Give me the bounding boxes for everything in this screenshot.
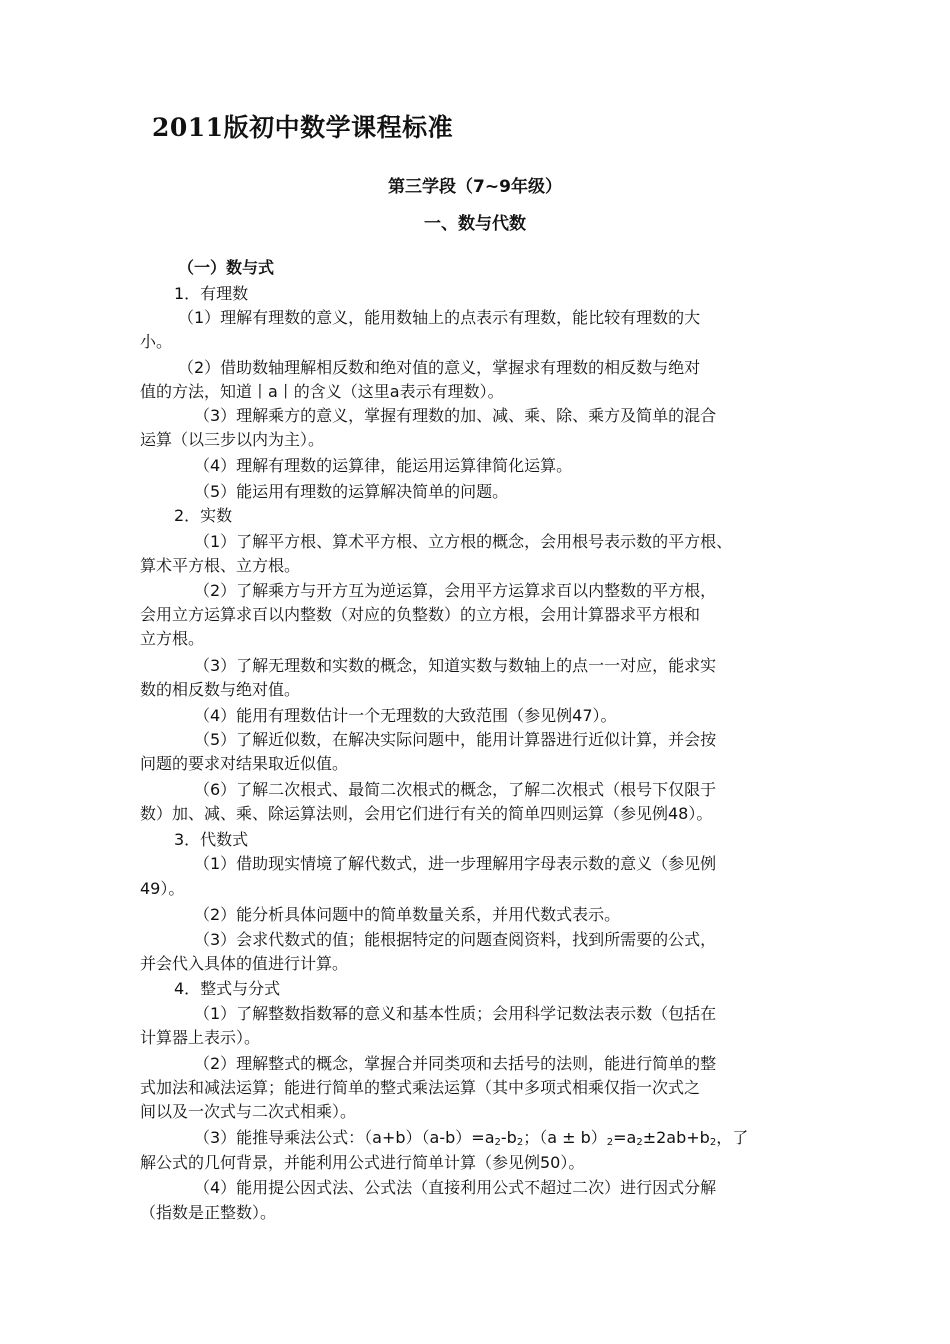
paragraph-line: （2）理解整式的概念，掌握合并同类项和去括号的法则，能进行简单的整 — [194, 1054, 717, 1073]
superscript: 2 — [636, 1137, 643, 1148]
paragraph-line: 并会代入具体的值进行计算。 — [140, 954, 349, 973]
paragraph-line: （1）理解有理数的意义，能用数轴上的点表示有理数，能比较有理数的大 — [178, 308, 701, 327]
paragraph-line: （3）理解乘方的意义，掌握有理数的加、减、乘、除、乘方及简单的混合 — [194, 406, 717, 425]
paragraph-line: 式加法和减法运算；能进行简单的整式乘法运算（其中多项式相乘仅指一次式之 — [140, 1078, 701, 1097]
formula-text: （3）能推导乘法公式：（a+b）（a-b）=a — [194, 1128, 495, 1147]
paragraph-line: （3）会求代数式的值；能根据特定的问题查阅资料，找到所需要的公式， — [194, 930, 717, 949]
paragraph-line: （3）了解无理数和实数的概念，知道实数与数轴上的点一一对应，能求实 — [194, 656, 717, 675]
paragraph-line: 49）。 — [140, 879, 185, 898]
paragraph-line: 解公式的几何背景，并能利用公式进行简单计算（参见例50）。 — [140, 1153, 585, 1172]
superscript: 2 — [494, 1137, 501, 1148]
paragraph-line: （1）了解平方根、算术平方根、立方根的概念，会用根号表示数的平方根、 — [194, 532, 733, 551]
formula-text: ，了 — [716, 1128, 749, 1147]
stage-heading: 第三学段（7~9年级） — [388, 177, 562, 197]
paragraph-line: （6）了解二次根式、最简二次根式的概念，了解二次根式（根号下仅限于 — [194, 780, 717, 799]
superscript: 2 — [709, 1137, 717, 1148]
formula-text: ±2ab+b — [642, 1128, 710, 1147]
paragraph-line: （4）能用有理数估计一个无理数的大致范围（参见例47）。 — [194, 706, 617, 725]
paragraph-line: 算术平方根、立方根。 — [140, 556, 301, 575]
superscript: 2 — [516, 1137, 524, 1148]
subsection-heading: （一）数与式 — [178, 258, 275, 277]
formula-text: ；（a ± b） — [523, 1128, 607, 1147]
paragraph-line: （5）能运用有理数的运算解决简单的问题。 — [194, 482, 509, 501]
paragraph-line: 数）加、减、乘、除运算法则，会用它们进行有关的简单四则运算（参见例48）。 — [140, 804, 713, 823]
paragraph-line: （4）理解有理数的运算律，能运用运算律简化运算。 — [194, 456, 573, 475]
paragraph-line: （2）了解乘方与开方互为逆运算，会用平方运算求百以内整数的平方根， — [194, 581, 717, 600]
formula-text: =a — [613, 1128, 637, 1147]
paragraph-line: 间以及一次式与二次式相乘）。 — [140, 1102, 357, 1121]
paragraph-line: （指数是正整数）。 — [140, 1203, 277, 1222]
section-heading: 一、数与代数 — [424, 214, 526, 234]
paragraph-line: （2）能分析具体问题中的简单数量关系，并用代数式表示。 — [194, 905, 621, 924]
paragraph-line: 问题的要求对结果取近似值。 — [140, 754, 349, 773]
paragraph-line: 立方根。 — [140, 629, 205, 648]
paragraph-line: 计算器上表示）。 — [140, 1028, 261, 1047]
item-heading: 4．整式与分式 — [174, 979, 281, 998]
paragraph-line: 会用立方运算求百以内整数（对应的负整数）的立方根，会用计算器求平方根和 — [140, 605, 701, 624]
superscript: 2 — [606, 1137, 614, 1148]
formula-text: -b — [500, 1128, 517, 1147]
item-heading: 1．有理数 — [174, 284, 249, 303]
paragraph-line: （5）了解近似数，在解决实际问题中，能用计算器进行近似计算，并会按 — [194, 730, 717, 749]
paragraph-line: （2）借助数轴理解相反数和绝对值的意义，掌握求有理数的相反数与绝对 — [178, 358, 701, 377]
paragraph-line: 小。 — [140, 332, 173, 351]
item-heading: 2．实数 — [174, 506, 233, 525]
paragraph-line: 运算（以三步以内为主）。 — [140, 430, 325, 449]
item-heading: 3．代数式 — [174, 830, 249, 849]
document-title: 2011版初中数学课程标准 — [152, 113, 454, 142]
paragraph-line: （4）能用提公因式法、公式法（直接利用公式不超过二次）进行因式分解 — [194, 1178, 717, 1197]
paragraph-line: （1）借助现实情境了解代数式，进一步理解用字母表示数的意义（参见例 — [194, 854, 717, 873]
paragraph-line: 值的方法，知道丨a丨的含义（这里a表示有理数）。 — [140, 382, 504, 401]
paragraph-line: 数的相反数与绝对值。 — [140, 680, 301, 699]
paragraph-line: （1）了解整数指数幂的意义和基本性质；会用科学记数法表示数（包括在 — [194, 1004, 717, 1023]
